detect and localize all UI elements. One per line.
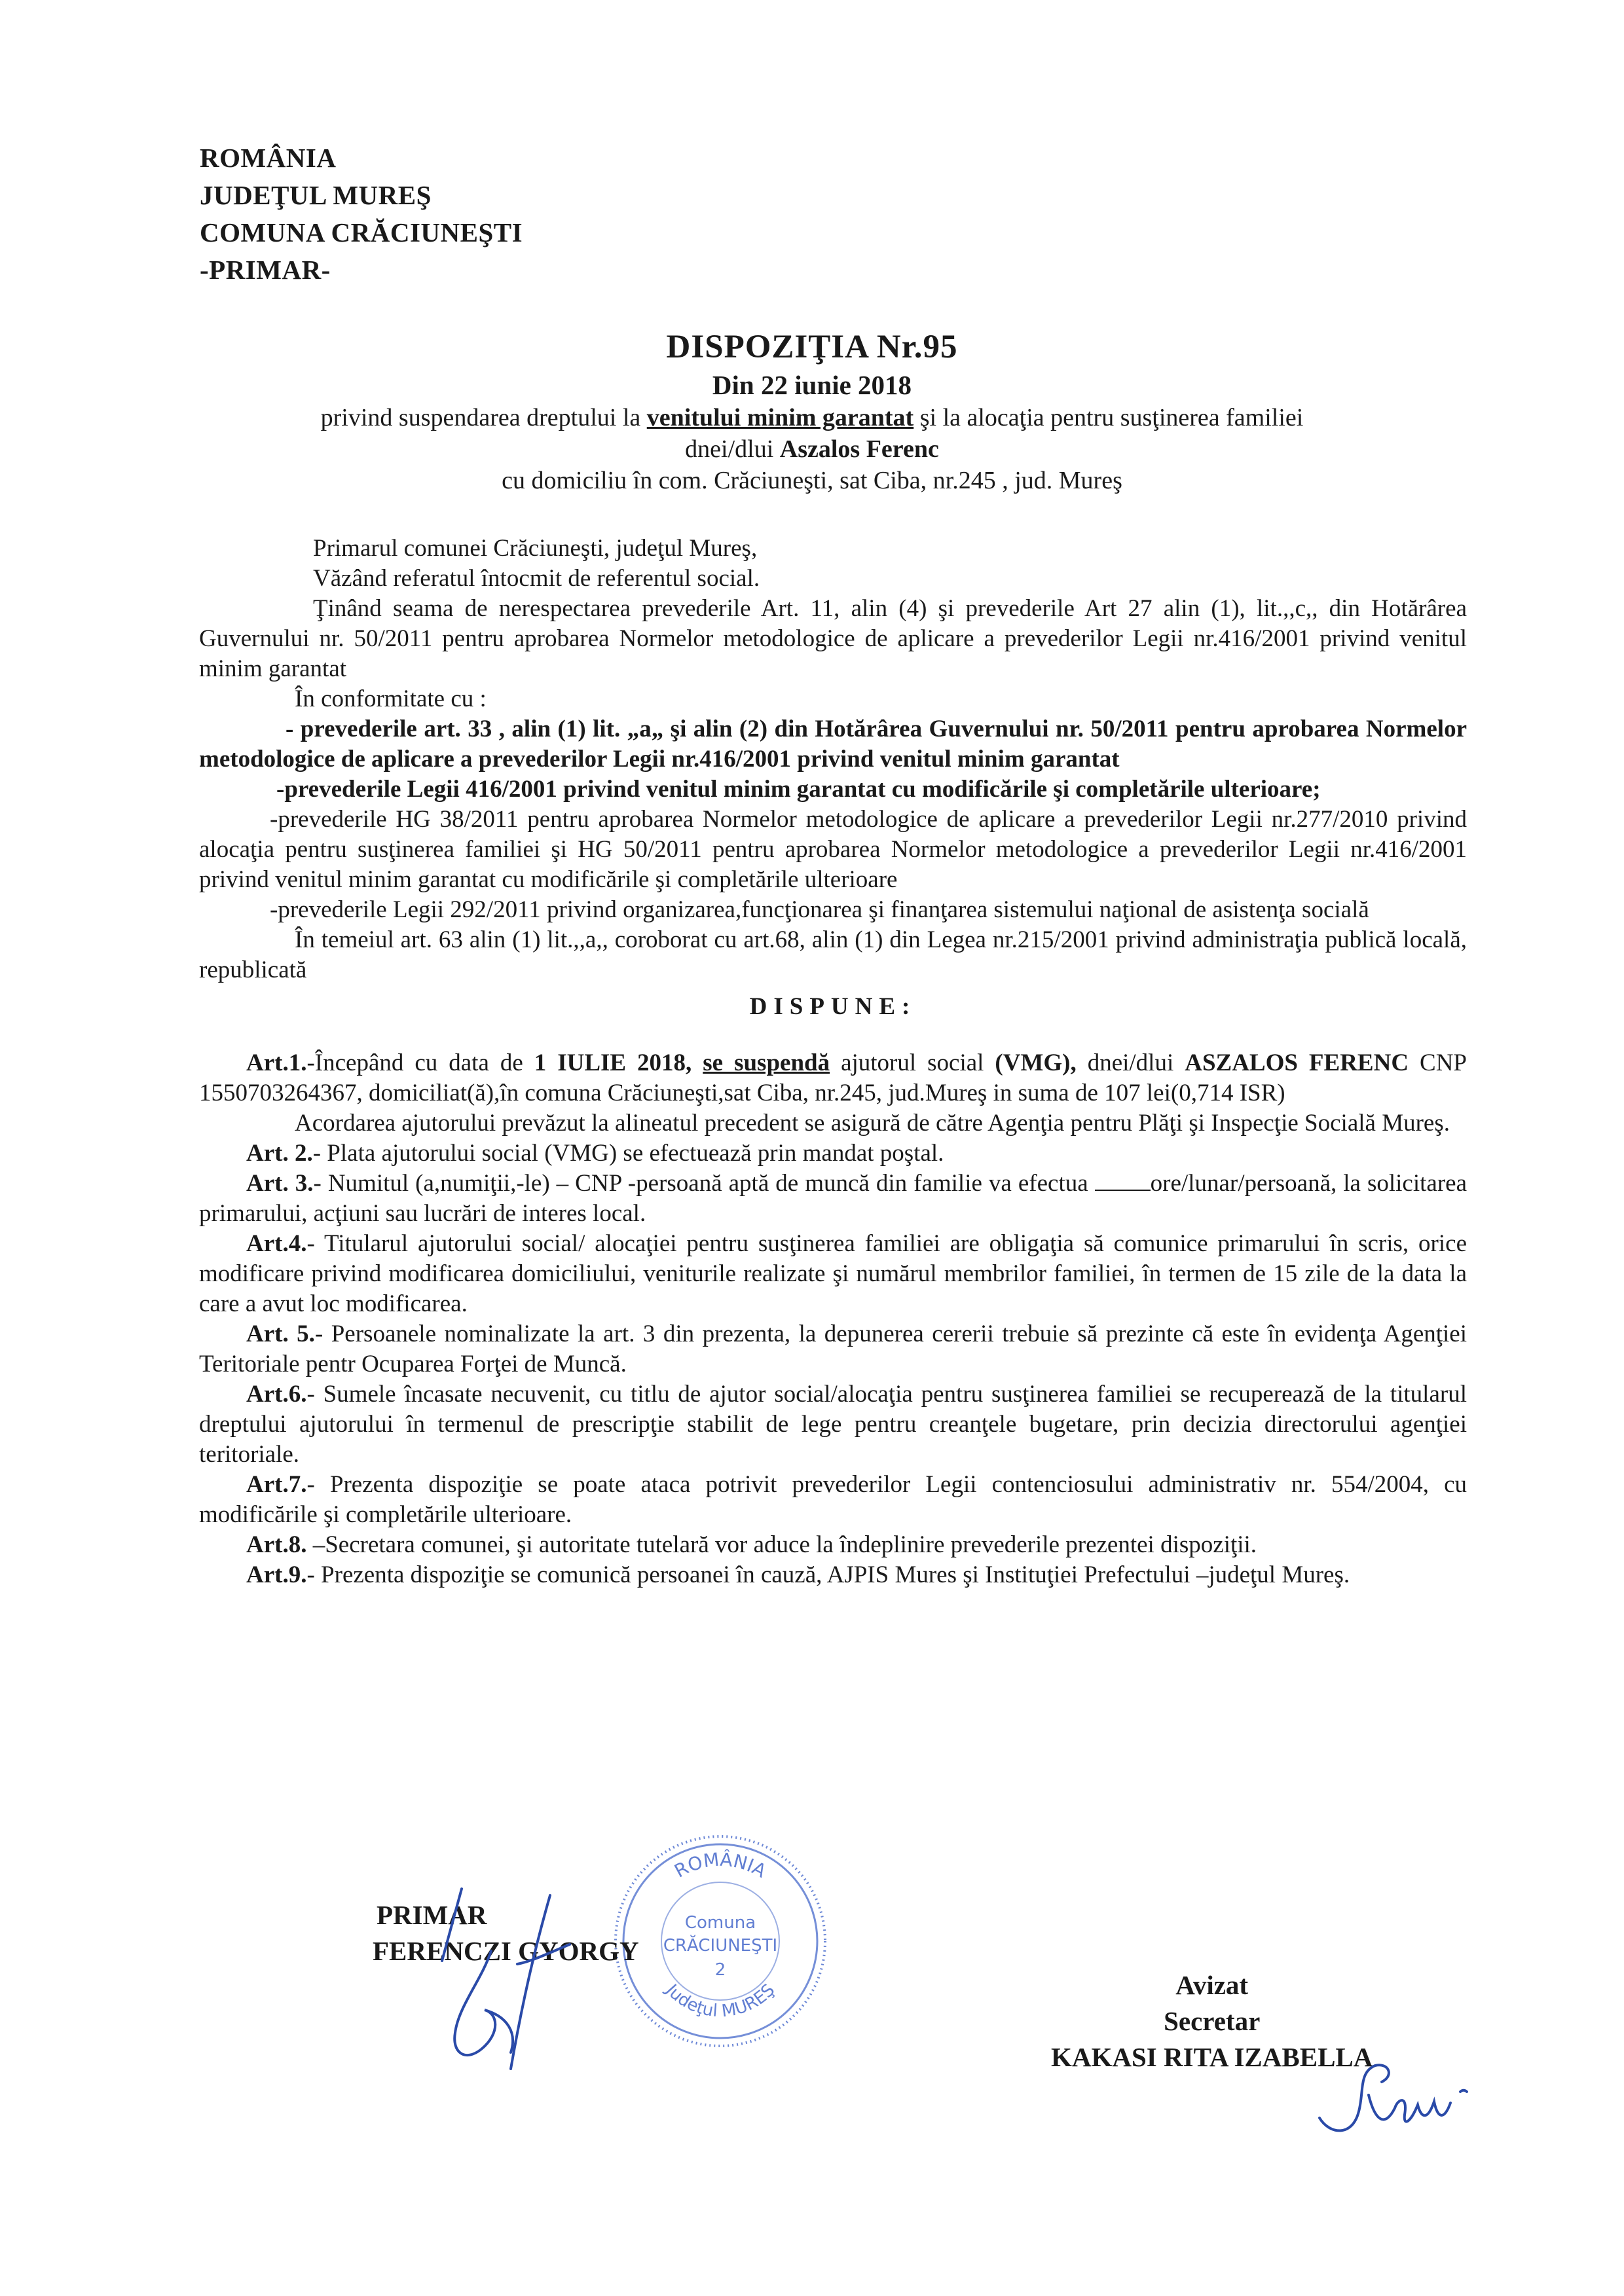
blank-line bbox=[1095, 1189, 1151, 1191]
secretary-handwritten-signature bbox=[1313, 2056, 1483, 2154]
article-text: dnei/dlui bbox=[1076, 1049, 1185, 1076]
article-label: Art.7. bbox=[246, 1471, 307, 1498]
mayor-name: FERENCZI GYORGY bbox=[373, 1936, 639, 1966]
article-6 bbox=[199, 1379, 1467, 1470]
dispune-heading: DISPUNE: bbox=[749, 993, 917, 1020]
article-text: ore/lunar/persoană, la solicitarea primarului, acţiuni sau lucrări de interes local. bbox=[199, 1170, 1467, 1227]
article-text: –Secretara comunei, şi autoritate tutelară vor aduce la îndeplinire prevederile prezentei dispoziţii. bbox=[306, 1531, 1257, 1558]
beneficiary-name: Aszalos Ferenc bbox=[779, 435, 939, 463]
preamble-provision-2: -prevederile Legii 416/2001 privind venitul minim garantat cu modificările şi completările ulterioare; bbox=[276, 776, 1321, 803]
article-3 bbox=[199, 1169, 1467, 1229]
preamble-report: Văzând referatul întocmit de referentul social. bbox=[313, 565, 760, 592]
article-text: - Plata ajutorului social (VMG) se efectuează prin mandat poştal. bbox=[312, 1140, 944, 1167]
article-label: Art.6. bbox=[246, 1381, 307, 1408]
header-office: -PRIMAR- bbox=[200, 255, 331, 285]
stamp-center-line-1: Comuna bbox=[684, 1913, 756, 1933]
article-1-paragraph-2: Acordarea ajutorului prevăzut la alineatul precedent se asigură de către Agenţia pentru Plăţi şi Inspecţie Socială Mureş. bbox=[295, 1110, 1450, 1137]
article-7 bbox=[199, 1470, 1467, 1530]
suspension-keyword: se suspendă bbox=[703, 1049, 830, 1076]
article-1 bbox=[199, 1048, 1467, 1108]
svg-text:ROMÂNIA bbox=[671, 1848, 769, 1882]
article-text: - Sumele încasate necuvenit, cu titlu de ajutor social/alocaţia pentru susţinerea familiei se recuperează de la titularul dreptului ajutorului în termenul de prescripţie stabilit de lege pentru creanţele bugetare, prin decizia directorului agenţiei teritoriale. bbox=[199, 1381, 1467, 1468]
preamble-provision-3: -prevederile HG 38/2011 pentru aprobarea Normelor metodologice de aplicare a prevederilor Legii nr.277/2010 privind alocaţia pentru susţinerea familiei şi HG 50/2011 pentru aprobarea Normelor metodologice a prevederilor Legii nr.416/2001 privind venitul minim garantat cu modificările şi completările ulterioare bbox=[199, 806, 1467, 893]
mayor-title: PRIMAR bbox=[377, 1900, 487, 1930]
stamp-number: 2 bbox=[714, 1960, 726, 1980]
header-commune: COMUNA CRĂCIUNEŞTI bbox=[200, 217, 523, 247]
article-label: Art. 5. bbox=[246, 1321, 315, 1347]
mayor-handwritten-signature bbox=[419, 1882, 602, 2079]
article-text: -Începând cu data de bbox=[306, 1049, 534, 1076]
official-stamp bbox=[609, 1830, 832, 2052]
subtitle-text: dnei/dlui bbox=[685, 435, 780, 463]
article-text: - Persoanele nominalizate la art. 3 din prezenta, la depunerea cererii trebuie să prezinte că este în evidenţa Agenţiei Teritoriale pentr Ocuparea Forţei de Muncă. bbox=[199, 1321, 1467, 1377]
beneficiary-name-caps: ASZALOS FERENC bbox=[1185, 1049, 1409, 1076]
subtitle-line-1 bbox=[0, 402, 1624, 433]
approval-label: Avizat bbox=[1175, 1970, 1249, 2000]
preamble-conformity: În conformitate cu : bbox=[295, 685, 487, 712]
article-5 bbox=[199, 1319, 1467, 1379]
subtitle-text: şi la alocaţia pentru susţinerea familiei bbox=[913, 404, 1304, 431]
document-body bbox=[199, 534, 1467, 1590]
secretary-title: Secretar bbox=[1164, 2006, 1261, 2036]
stamp-center-line-2: CRĂCIUNEŞTI bbox=[663, 1936, 778, 1956]
preamble-mayor: Primarul comunei Crăciuneşti, judeţul Mureş, bbox=[313, 535, 758, 562]
article-label: Art.1. bbox=[246, 1049, 307, 1076]
subtitle-address: cu domiciliu în com. Crăciuneşti, sat Ciba, nr.245 , jud. Mureş bbox=[502, 467, 1122, 494]
effective-date: 1 IULIE 2018, bbox=[534, 1049, 692, 1076]
subtitle-line-2 bbox=[0, 433, 1624, 465]
article-text: - Prezenta dispoziţie se comunică persoanei în cauză, AJPIS Mures şi Instituţiei Prefectului –judeţul Mureş. bbox=[306, 1561, 1350, 1588]
stamp-bottom-text: Judeţul MUREŞ bbox=[661, 1980, 779, 2022]
article-label: Art. 2. bbox=[246, 1140, 313, 1167]
article-text: - Prezenta dispoziţie se poate ataca potrivit prevederilor Legii contenciosului administrativ nr. 554/2004, cu modificările şi completările ulterioare. bbox=[199, 1471, 1467, 1528]
article-text: ajutorul social bbox=[830, 1049, 995, 1076]
article-label: Art.8. bbox=[246, 1531, 307, 1558]
article-8 bbox=[199, 1530, 1467, 1560]
preamble-provision-4: -prevederile Legii 292/2011 privind organizarea,funcţionarea şi finanţarea sistemului naţional de asistenţa socială bbox=[270, 896, 1369, 923]
article-text: - Titularul ajutorului social/ alocaţiei pentru susţinerea familiei are obligaţia să comunice primarului în scris, orice modificare privind modificarea domiciliului, veniturile realizate şi numărul membrilor familiei, în termen de 15 zile de la data la care a avut loc modificarea. bbox=[199, 1230, 1467, 1317]
header-country: ROMÂNIA bbox=[200, 143, 337, 173]
article-text: - Numitul (a,numiţii,-le) – CNP -persoană aptă de muncă din familie va efectua bbox=[313, 1170, 1095, 1197]
article-9 bbox=[199, 1560, 1467, 1590]
article-label: Art. 3. bbox=[246, 1170, 314, 1197]
issuer-header bbox=[200, 139, 523, 289]
document-title: DISPOZIŢIA Nr.95 bbox=[666, 329, 958, 365]
stamp-top-text: ROMÂNIA bbox=[671, 1848, 770, 1882]
preamble-basis: În temeiul art. 63 alin (1) lit.,,a,, coroborat cu art.68, alin (1) din Legea nr.215/2001 privind administraţia publică locală, republicată bbox=[199, 926, 1467, 983]
subtitle-emphasis: venitului minim garantat bbox=[646, 404, 914, 431]
subtitle-text: privind suspendarea dreptului la bbox=[320, 404, 647, 431]
vmg-label: (VMG), bbox=[995, 1049, 1077, 1076]
header-county: JUDEŢUL MUREŞ bbox=[200, 180, 432, 210]
article-label: Art.9. bbox=[246, 1561, 307, 1588]
article-4 bbox=[199, 1229, 1467, 1319]
article-label: Art.4. bbox=[246, 1230, 307, 1257]
title-block bbox=[0, 327, 1624, 496]
article-2 bbox=[199, 1139, 1467, 1169]
preamble-provision-1: - prevederile art. 33 , alin (1) lit. „a„ şi alin (2) din Hotărârea Guvernului nr. 50/2011 pentru aprobarea Normelor metodologice de aplicare a prevederilor Legii nr.416/2001 privind venitul minim garantat bbox=[199, 716, 1467, 773]
document-date: Din 22 iunie 2018 bbox=[712, 370, 912, 400]
secretary-name: KAKASI RITA IZABELLA bbox=[1051, 2042, 1373, 2072]
article-text: CNP 1550703264367, domiciliat(ă),în comuna Crăciuneşti,sat Ciba, nr.245, jud.Mureş in suma de 107 lei(0,714 ISR) bbox=[199, 1049, 1467, 1106]
preamble-considering: Ţinând seama de nerespectarea prevederile Art. 11, alin (4) şi prevederile Art 27 alin (1), lit.,,c,, din Hotărârea Guvernului nr. 50/2011 pentru aprobarea Normelor metodologice de aplicare a prevederilor Legii nr.416/2001 privind venitul minim garantat bbox=[199, 595, 1467, 682]
